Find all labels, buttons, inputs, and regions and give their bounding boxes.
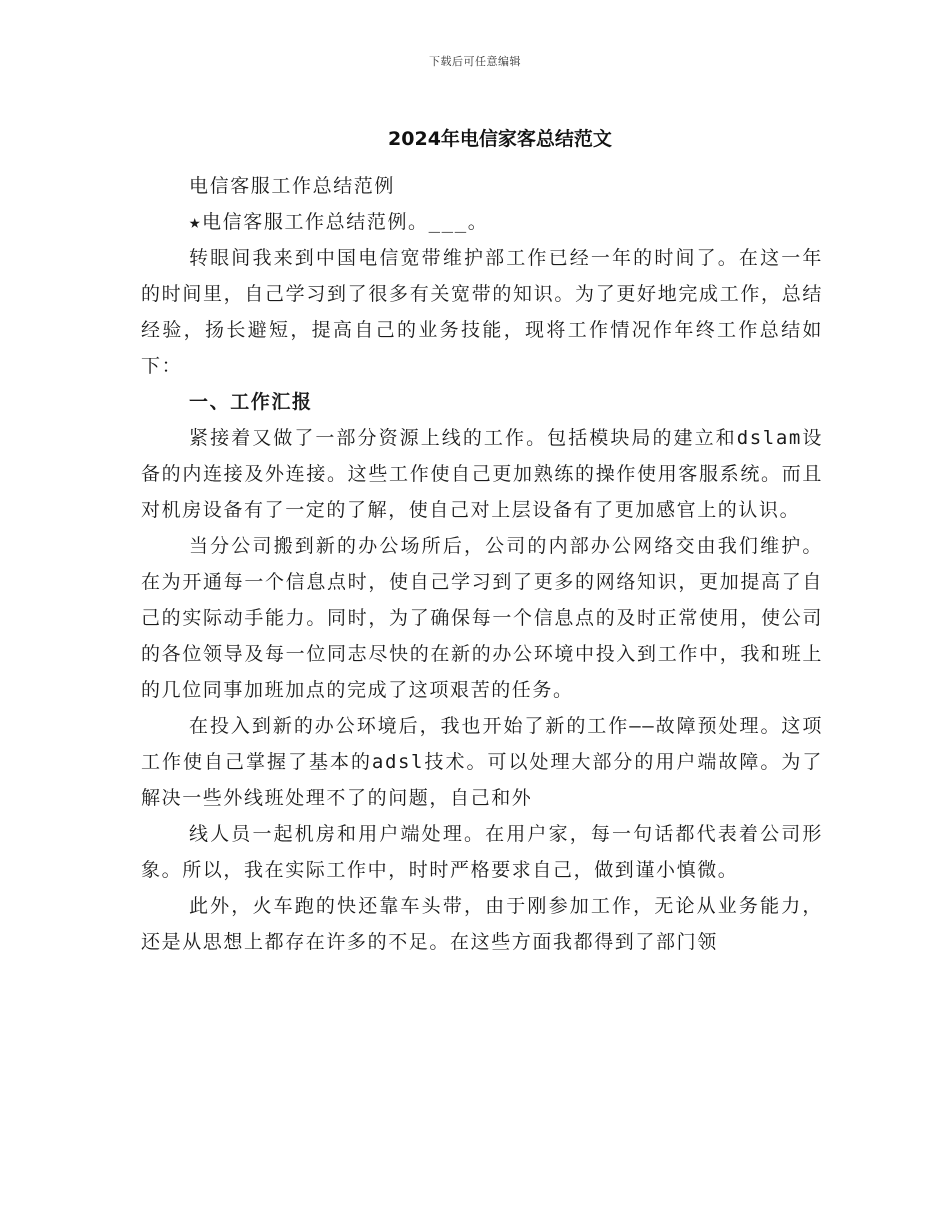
body-paragraph: 紧接着又做了一部分资源上线的工作。包括模块局的建立和dslam设备的内连接及外连接。这些工作使自己更加熟练的操作使用客服系统。而且对机房设备有了一定的了解，使自己对上层设备有了更加感官上的认识。 <box>141 427 823 521</box>
body-paragraph: 线人员一起机房和用户端处理。在用户家，每一句话都代表着公司形象。所以，我在实际工作中，时时严格要求自己，做到谨小慎微。 <box>141 823 823 881</box>
body-paragraph: 当分公司搬到新的办公场所后，公司的内部办公网络交由我们维护。在为开通每一个信息点时，使自己学习到了更多的网络知识，更加提高了自己的实际动手能力。同时，为了确保每一个信息点的及时正常使用，使公司的各位领导及每一位同志尽快的在新的办公环境中投入到工作中，我和班上的几位同事加班加点的完成了这项艰苦的任务。 <box>141 535 823 701</box>
document-body <box>141 168 823 960</box>
body-paragraph: 在投入到新的办公环境后，我也开始了新的工作——故障预处理。这项工作使自己掌握了基本的adsl技术。可以处理大部分的用户端故障。为了解决一些外线班处理不了的问题，自己和外 <box>141 715 823 809</box>
body-paragraph: 转眼间我来到中国电信宽带维护部工作已经一年的时间了。在这一年的时间里，自己学习到了很多有关宽带的知识。为了更好地完成工作，总结经验，扬长避短，提高自己的业务技能，现将工作情况作年终工作总结如下： <box>141 247 823 377</box>
subtitle-paragraph: 电信客服工作总结范例 <box>189 175 396 197</box>
page-header: 下载后可任意编辑 <box>429 55 521 68</box>
document-title: 2024年电信家客总结范文 <box>388 128 612 150</box>
section-heading: 一、工作汇报 <box>189 391 313 413</box>
intro-line-paragraph: ★电信客服工作总结范例。___。 <box>189 211 489 233</box>
body-paragraph: 此外，火车跑的快还靠车头带，由于刚参加工作，无论从业务能力，还是从思想上都存在许多的不足。在这些方面我都得到了部门领 <box>141 895 823 953</box>
